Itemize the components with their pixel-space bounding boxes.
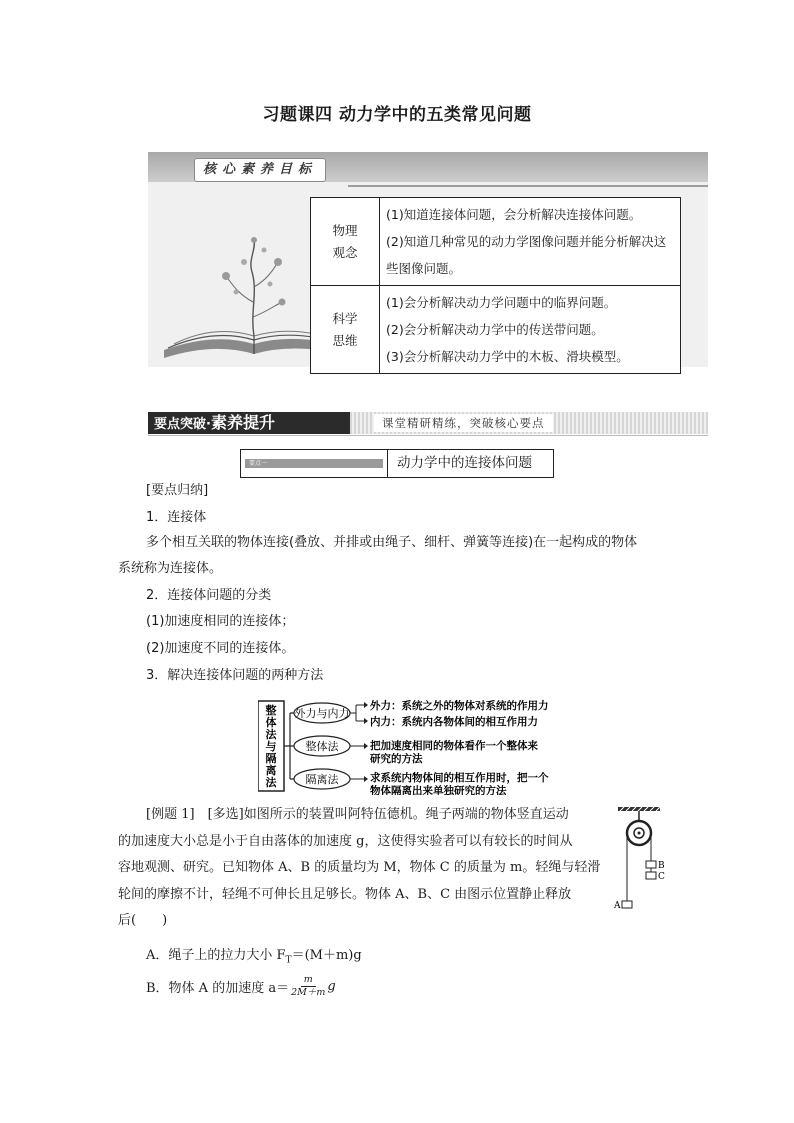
example-line bbox=[118, 802, 610, 829]
key-points-label bbox=[148, 412, 350, 434]
goal-category-science bbox=[311, 286, 380, 374]
diagram-root-char: 体 bbox=[265, 716, 277, 729]
node-label: 外力与内力 bbox=[294, 707, 350, 720]
node-label: 隔离法 bbox=[305, 773, 339, 786]
diagram-root-char: 离 bbox=[265, 764, 277, 777]
goal-category-label: 科学思维 bbox=[332, 310, 358, 348]
core-literacy-tag: 核心素养目标 bbox=[194, 158, 326, 182]
example-line: 的加速度大小总是小于自由落体的加速度 g，这使得实验者可以有较长的时间从 bbox=[118, 833, 573, 849]
point-2-heading: 2．连接体问题的分类 bbox=[146, 588, 272, 603]
figure-label-a: A bbox=[614, 901, 621, 911]
fraction-denominator: 2M＋m bbox=[291, 987, 326, 998]
example-tag: [多选] bbox=[207, 807, 244, 822]
node-desc: 物体隔离出来单独研究的方法 bbox=[370, 785, 507, 795]
section-divider bbox=[387, 450, 388, 477]
table-row bbox=[311, 286, 681, 374]
key-points-right: 素养提升 bbox=[210, 413, 275, 432]
option-a-tail: ＝(M＋m)g bbox=[291, 948, 362, 963]
diagram-root-char: 法 bbox=[265, 728, 277, 741]
diagram-root-char: 隔 bbox=[265, 752, 277, 765]
key-points-banner bbox=[148, 412, 708, 436]
goal-item: (1)知道连接体问题，会分析解决连接体问题。 bbox=[386, 207, 642, 222]
option-b bbox=[146, 974, 336, 999]
goal-item: (3)会分析解决动力学中的木板、滑块模型。 bbox=[386, 349, 629, 364]
option-a-sub: T bbox=[285, 955, 292, 966]
example-1 bbox=[118, 802, 610, 935]
example-line: 容地观测、研究。已知物体 A、B 的质量均为 M，物体 C 的质量为 m。轻绳与轻滑 bbox=[118, 860, 601, 875]
table-row bbox=[311, 198, 681, 286]
node-desc: 内力：系统内各物体间的相互作用力 bbox=[370, 716, 538, 728]
figure-label-c: C bbox=[658, 872, 665, 882]
node-desc: 研究的方法 bbox=[370, 753, 423, 765]
example-label: [例题 1] bbox=[146, 807, 195, 822]
key-points-subtitle: 课堂精研精练，突破核心要点 bbox=[374, 414, 553, 432]
section-title: 动力学中的连接体问题 bbox=[397, 455, 532, 471]
key-points-underline bbox=[148, 435, 708, 436]
goal-category-label: 物理观念 bbox=[332, 222, 358, 260]
node-desc: 求系统内物体间的相互作用时，把一个 bbox=[370, 772, 549, 784]
point-1-heading: 1．连接体 bbox=[146, 510, 207, 525]
goal-item: (2)知道几种常见的动力学图像问题并能分析解决这些图像问题。 bbox=[386, 234, 667, 276]
atwood-machine-figure bbox=[612, 805, 674, 917]
point-3-heading: 3．解决连接体问题的两种方法 bbox=[146, 668, 324, 683]
diagram-root-char: 与 bbox=[265, 740, 277, 753]
point-1-text-line-2: 系统称为连接体。 bbox=[118, 561, 223, 576]
option-b-fraction bbox=[291, 974, 325, 999]
method-diagram bbox=[258, 699, 588, 795]
example-line: 轮间的摩擦不计，轻绳不可伸长且足够长。物体 A、B、C 由图示位置静止释放 bbox=[118, 886, 572, 902]
option-b-text: B．物体 A 的加速度 a＝ bbox=[146, 981, 290, 996]
example-text: 如图所示的装置叫阿特伍德机。绳子两端的物体竖直运动 bbox=[243, 807, 569, 822]
core-goals-table bbox=[310, 197, 681, 374]
goal-items bbox=[380, 286, 681, 374]
option-a bbox=[146, 944, 362, 966]
node-desc: 外力：系统之外的物体对系统的作用力 bbox=[370, 700, 549, 712]
diagram-root-char: 整 bbox=[265, 704, 277, 717]
option-a-text: A．绳子上的拉力大小 F bbox=[146, 948, 286, 963]
goal-items bbox=[380, 198, 681, 286]
page-title: 习题课四 动力学中的五类常见问题 bbox=[262, 105, 532, 125]
key-points-dot: · bbox=[206, 417, 211, 432]
figure-label-b: B bbox=[658, 861, 665, 871]
summary-heading: [要点归纳] bbox=[146, 483, 209, 498]
point-2-item: (1)加速度相同的连接体； bbox=[146, 614, 295, 629]
section-tag-text: 要点一 bbox=[249, 460, 268, 467]
key-points-left: 要点突破 bbox=[154, 417, 207, 432]
banner-divider bbox=[348, 185, 708, 187]
fraction-numerator: m bbox=[301, 974, 316, 987]
node-label: 整体法 bbox=[305, 740, 339, 753]
goal-item: (1)会分析解决动力学问题中的临界问题。 bbox=[386, 295, 617, 310]
option-b-tail: g bbox=[327, 979, 336, 994]
goal-item: (2)会分析解决动力学中的传送带问题。 bbox=[386, 322, 604, 337]
point-2-item: (2)加速度不同的连接体。 bbox=[146, 641, 295, 656]
node-desc: 把加速度相同的物体看作一个整体来 bbox=[370, 740, 538, 752]
goal-category-physics bbox=[311, 198, 380, 286]
section-heading-box bbox=[240, 449, 554, 478]
point-1-text-line-1: 多个相互关联的物体连接(叠放、并排或由绳子、细杆、弹簧等连接)在一起构成的物体 bbox=[146, 535, 638, 550]
example-line: 后( ) bbox=[118, 913, 168, 928]
diagram-root-char: 法 bbox=[265, 776, 277, 789]
section-tag bbox=[245, 459, 383, 468]
